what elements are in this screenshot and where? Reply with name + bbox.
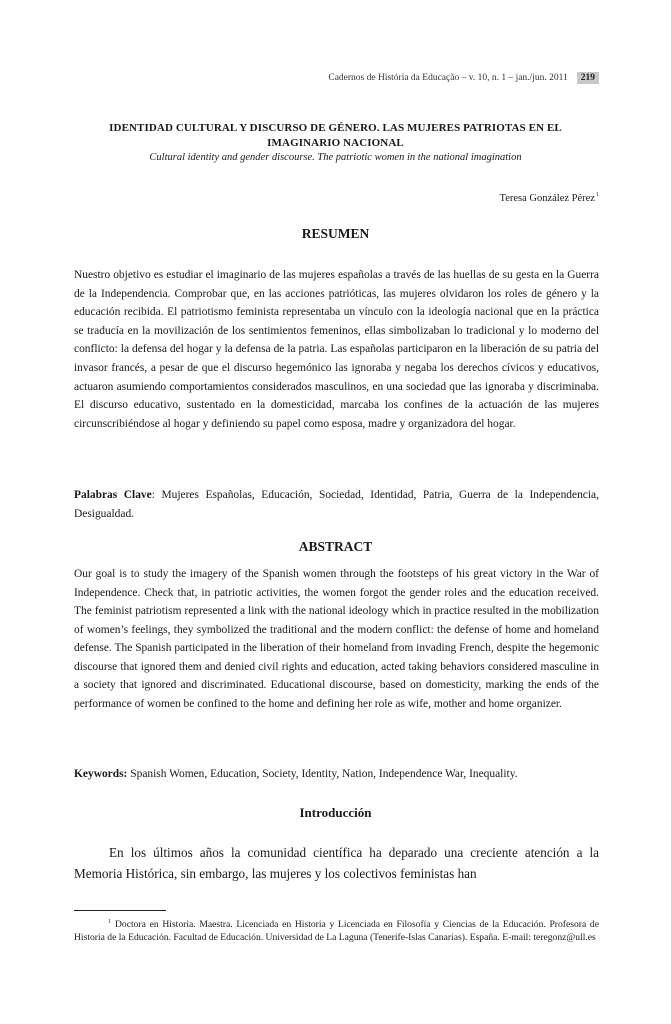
page-number: 219 xyxy=(577,72,599,84)
palabras-clave xyxy=(74,486,599,523)
introduccion-heading: Introducción xyxy=(299,805,372,820)
footnote xyxy=(74,916,599,944)
introduccion-text: En los últimos años la comunidad científica ha deparado una creciente atención a la Memoria Histórica, sin embargo, las mujeres y los colectivos feministas han xyxy=(74,845,599,881)
running-header xyxy=(328,72,599,84)
abstract-heading: ABSTRACT xyxy=(298,539,373,554)
article-title-english: Cultural identity and gender discourse. The patriotic women in the national imagination xyxy=(149,152,522,163)
palabras-clave-list: : Mujeres Españolas, Educación, Sociedad, Identidad, Patria, Guerra de la Independencia, Desigualdad. xyxy=(74,489,599,520)
author-footnote-mark: 1 xyxy=(596,192,599,198)
resumen-heading: RESUMEN xyxy=(301,226,370,241)
footnote-divider xyxy=(74,910,166,911)
keywords-label: Keywords: xyxy=(74,768,128,780)
keywords xyxy=(74,765,599,784)
palabras-clave-label: Palabras Clave xyxy=(74,489,152,501)
abstract-text: Our goal is to study the imagery of the Spanish women through the footsteps of his great victory in the War of Independence. Check that, in patriotic activities, the women forgot the gender roles and the education received. The feminist patriotism represented a link with the national ideology which in practice resulted in the mobilization of women’s feelings, they symbolized the traditional and the modern conflict: the defense of home and homeland defense. The Spanish participated in the liberation of their homeland from invading French, despite the hegemonic discourse that ignored them and denied civil rights and education, acted taking behaviors considered masculine in a society that ignored and discriminated. Educational discourse, based on domesticity, marking the ends of the performance of women be confined to the home and defining her role as wife, mother and home organizer. xyxy=(74,568,599,710)
article-title: IDENTIDAD CULTURAL Y DISCURSO DE GÉNERO. LAS MUJERES PATRIOTAS EN EL IMAGINARIO NACIONAL xyxy=(109,122,562,149)
footnote-text: Doctora en Historia. Maestra. Licenciada en Historia y Licenciada en Filosofía y Ciencias de la Educación. Profesora de Historia de la Educación. Facultad de Educación. Universidad de La Laguna (Tenerife-Islas Canarias). España. E-mail: teregonz@ull.es xyxy=(74,919,599,944)
author-line xyxy=(500,192,599,204)
author-name: Teresa González Pérez xyxy=(499,193,595,204)
keywords-list: Spanish Women, Education, Society, Identity, Nation, Independence War, Inequality. xyxy=(127,768,518,780)
footnote-mark: 1 xyxy=(108,919,111,925)
journal-citation: Cadernos de História da Educação – v. 10, n. 1 – jan./jun. 2011 xyxy=(328,73,568,83)
resumen-text: Nuestro objetivo es estudiar el imaginario de las mujeres españolas a través de las huellas de su gesta en la Guerra de la Independencia. Comprobar que, en las acciones patrióticas, las mujeres olvidaron los roles de género y la educación recibida. El patriotismo feminista representaba un vínculo con la ideología nacional que en la práctica se traducía en la movilización de los sentimientos femeninos, ellas simbolizaban lo tradicional y lo moderno del conflicto: la defensa del hogar y la defensa de la patria. Las españolas participaron en la liberación de su patria del invasor francés, a pesar de que el discurso hegemónico las ignoraba y negaba los derechos cívicos y educativos, actuaron asumiendo comportamientos considerados masculinos, en una sociedad que las ignoraba y discriminaba. El discurso educativo, sustentado en la domesticidad, marcaba los confines de la actuación de las mujeres circunscribiéndose al hogar y definiendo su papel como esposa, madre y organizadora del hogar. xyxy=(74,269,599,430)
